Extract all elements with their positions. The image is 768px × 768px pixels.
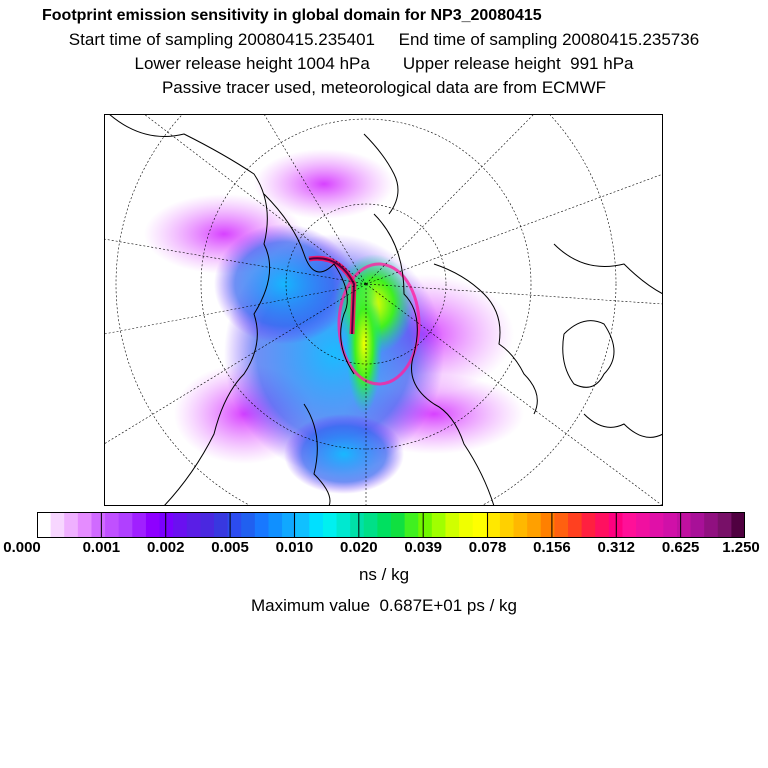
colorbar-swatch: [64, 512, 78, 538]
colorbar-swatch: [309, 512, 323, 538]
colorbar-swatch: [718, 512, 732, 538]
colorbar-swatch: [337, 512, 351, 538]
colorbar-swatch: [500, 512, 514, 538]
colorbar-swatch: [51, 512, 65, 538]
colorbar-swatch: [568, 512, 582, 538]
colorbar-tick-label: 0.078: [468, 539, 507, 556]
colorbar-tick-label: 0.010: [275, 539, 314, 556]
colorbar-swatch: [541, 512, 555, 538]
colorbar-swatch: [418, 512, 432, 538]
colorbar-swatch: [432, 512, 446, 538]
colorbar-swatch: [691, 512, 705, 538]
colorbar-swatch: [595, 512, 609, 538]
colorbar-swatch: [582, 512, 596, 538]
colorbar-swatch: [200, 512, 214, 538]
colorbar-swatch: [132, 512, 146, 538]
footprint-map: [104, 114, 663, 506]
colorbar-swatch: [677, 512, 691, 538]
colorbar-swatch: [364, 512, 378, 538]
colorbar-swatch: [554, 512, 568, 538]
colorbar-swatch: [622, 512, 636, 538]
colorbar-tick-label: 0.020: [340, 539, 378, 556]
colorbar-swatch: [119, 512, 133, 538]
colorbar-swatch: [486, 512, 500, 538]
colorbar-swatch: [105, 512, 119, 538]
colorbar-swatch: [160, 512, 174, 538]
colorbar-swatch: [350, 512, 364, 538]
colorbar-swatch: [636, 512, 650, 538]
colorbar-swatch: [527, 512, 541, 538]
colorbar-swatch: [91, 512, 105, 538]
colorbar-units: ns / kg: [358, 565, 410, 584]
maximum-value: Maximum value 0.687E+01 ps / kg: [251, 596, 517, 615]
colorbar-swatch: [146, 512, 160, 538]
colorbar-swatch: [241, 512, 255, 538]
release-height-line: Lower release height 1004 hPa Upper release height 991 hPa: [134, 54, 634, 73]
colorbar-swatch: [514, 512, 528, 538]
colorbar-swatch: [663, 512, 677, 538]
colorbar-swatch: [391, 512, 405, 538]
colorbar-tick-label: 0.625: [661, 539, 700, 556]
colorbar-swatch: [445, 512, 459, 538]
colorbar-tick-label: 0.039: [404, 539, 442, 556]
colorbar-swatch: [704, 512, 718, 538]
colorbar-tick-label: 0.156: [533, 539, 571, 556]
colorbar-swatch: [268, 512, 282, 538]
title-block: [0, 4, 768, 100]
colorbar-swatch: [78, 512, 92, 538]
plot-title: Footprint emission sensitivity in global domain for NP3_20080415: [42, 7, 542, 24]
colorbar-tick-label: 0.002: [146, 539, 185, 556]
colorbar-tick-label: 0.000: [3, 539, 41, 556]
colorbar-swatch: [323, 512, 337, 538]
colorbar-tick-label: 0.312: [597, 539, 636, 556]
tracer-info-line: Passive tracer used, meteorological data are from ECMWF: [161, 78, 607, 97]
colorbar-swatch: [173, 512, 187, 538]
colorbar-swatch: [731, 512, 745, 538]
colorbar-swatch: [405, 512, 419, 538]
colorbar-tick-label: 1.250: [722, 539, 760, 556]
colorbar-swatch: [37, 512, 51, 538]
sampling-time-line: Start time of sampling 20080415.235401 End time of sampling 20080415.235736: [68, 30, 700, 49]
colorbar-swatch: [377, 512, 391, 538]
colorbar-swatch: [296, 512, 310, 538]
colorbar-tick-label: 0.005: [211, 539, 249, 556]
colorbar-swatch: [255, 512, 269, 538]
colorbar-swatch: [459, 512, 473, 538]
colorbar-swatch: [214, 512, 228, 538]
colorbar-swatch: [187, 512, 201, 538]
colorbar-swatch: [473, 512, 487, 538]
colorbar-swatch: [650, 512, 664, 538]
colorbar-tick-label: 0.001: [82, 539, 121, 556]
colorbar: [37, 512, 745, 538]
